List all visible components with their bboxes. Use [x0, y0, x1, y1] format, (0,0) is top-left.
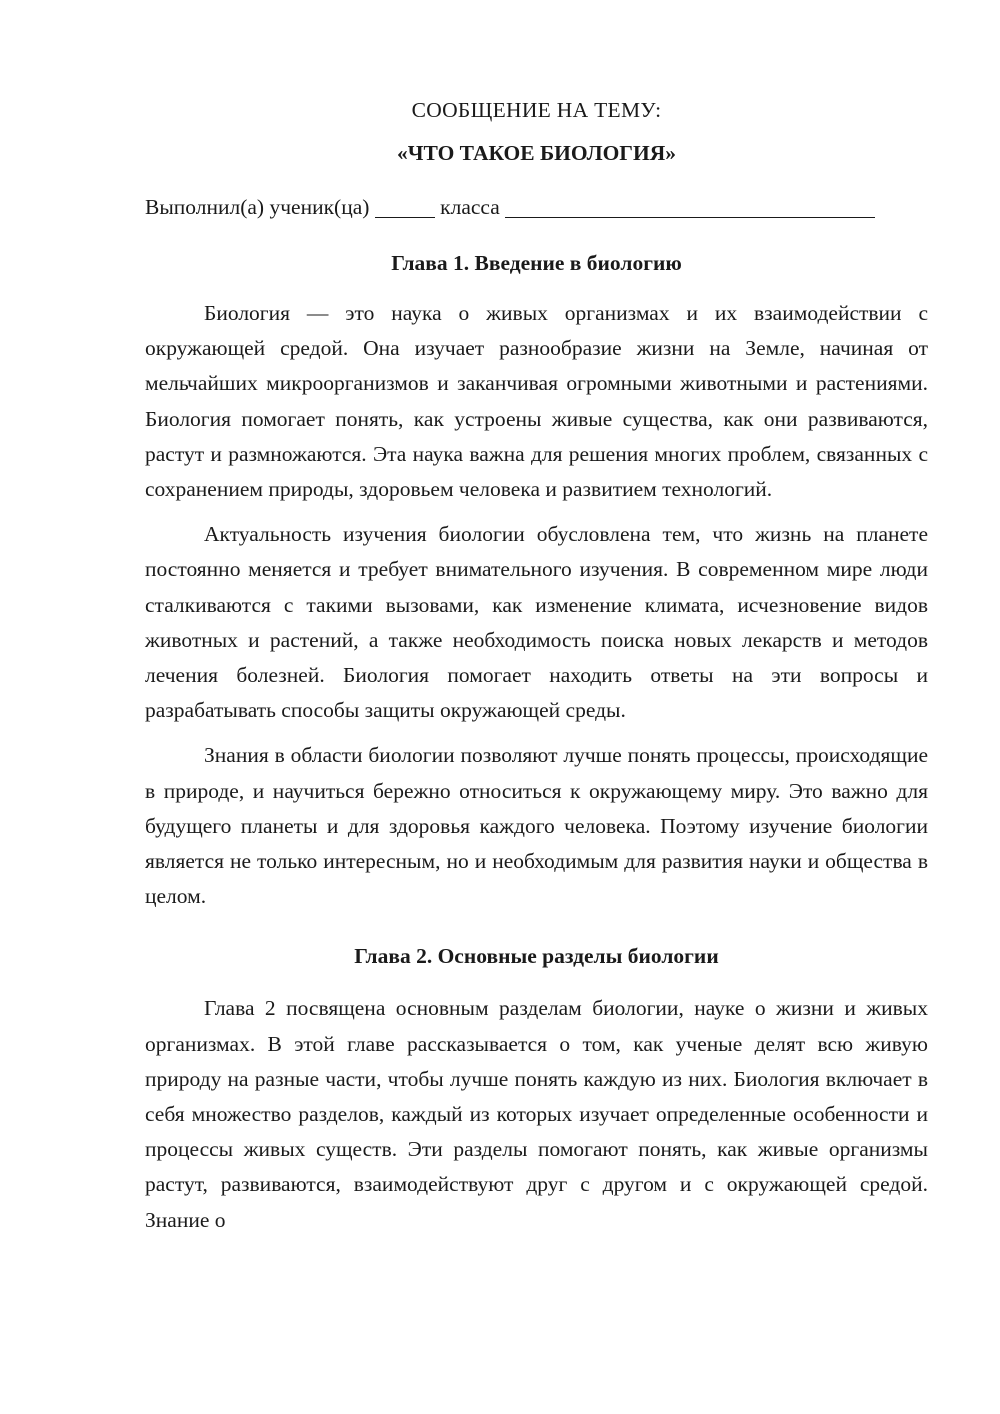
- document-page: [145, 92, 928, 1238]
- chapter-1-paragraph: Биология — это наука о живых организмах и их взаимодействии с окружающей средой. Она изучает разнообразие жизни на Земле, начиная от мельчайших микроорганизмов и заканчивая огромными животными и растениями. Биология помогает понять, как устроены живые существа, как они развиваются, растут и размножаются. Эта наука важна для решения многих проблем, связанных с сохранением природы, здоровьем человека и развитием технологий.: [145, 301, 928, 502]
- name-blank: [505, 193, 875, 218]
- chapter-2-heading: Глава 2. Основные разделы биологии: [354, 944, 719, 969]
- chapter-2-paragraph: Глава 2 посвящена основным разделам биологии, науке о жизни и живых организмах. В этой главе рассказывается о том, как ученые делят всю живую природу на разные части, чтобы лучше понять каждую из них. Биология включает в себя множество разделов, каждый из которых изучает определенные особенности и процессы живых существ. Эти разделы помогают понять, как живые организмы растут, развиваются, взаимодействуют друг с другом и с окружающей средой. Знание о: [145, 996, 928, 1232]
- document-title-topic: СООБЩЕНИЕ НА ТЕМУ:: [411, 98, 662, 122]
- document-title-subject: «ЧТО ТАКОЕ БИОЛОГИЯ»: [397, 141, 676, 165]
- class-label: класса: [440, 195, 500, 219]
- author-label: Выполнил(а) ученик(ца): [145, 195, 370, 219]
- chapter-1-paragraph: Знания в области биологии позволяют лучше понять процессы, происходящие в природе, и научиться бережно относиться к окружающему миру. Это важно для будущего планеты и для здоровья каждого человека. Поэтому изучение биологии является не только интересным, но и необходимым для развития науки и общества в целом.: [145, 743, 928, 909]
- chapter-1-heading: Глава 1. Введение в биологию: [391, 251, 682, 275]
- author-line: [145, 189, 928, 225]
- chapter-1-paragraph: Актуальность изучения биологии обусловлена тем, что жизнь на планете постоянно меняется и требует внимательного изучения. В современном мире люди сталкиваются с такими вызовами, как изменение климата, исчезновение видов животных и растений, а также необходимость поиска новых лекарств и методов лечения болезней. Биология помогает находить ответы на эти вопросы и разрабатывать способы защиты окружающей среды.: [145, 522, 928, 723]
- grade-blank: [375, 193, 435, 218]
